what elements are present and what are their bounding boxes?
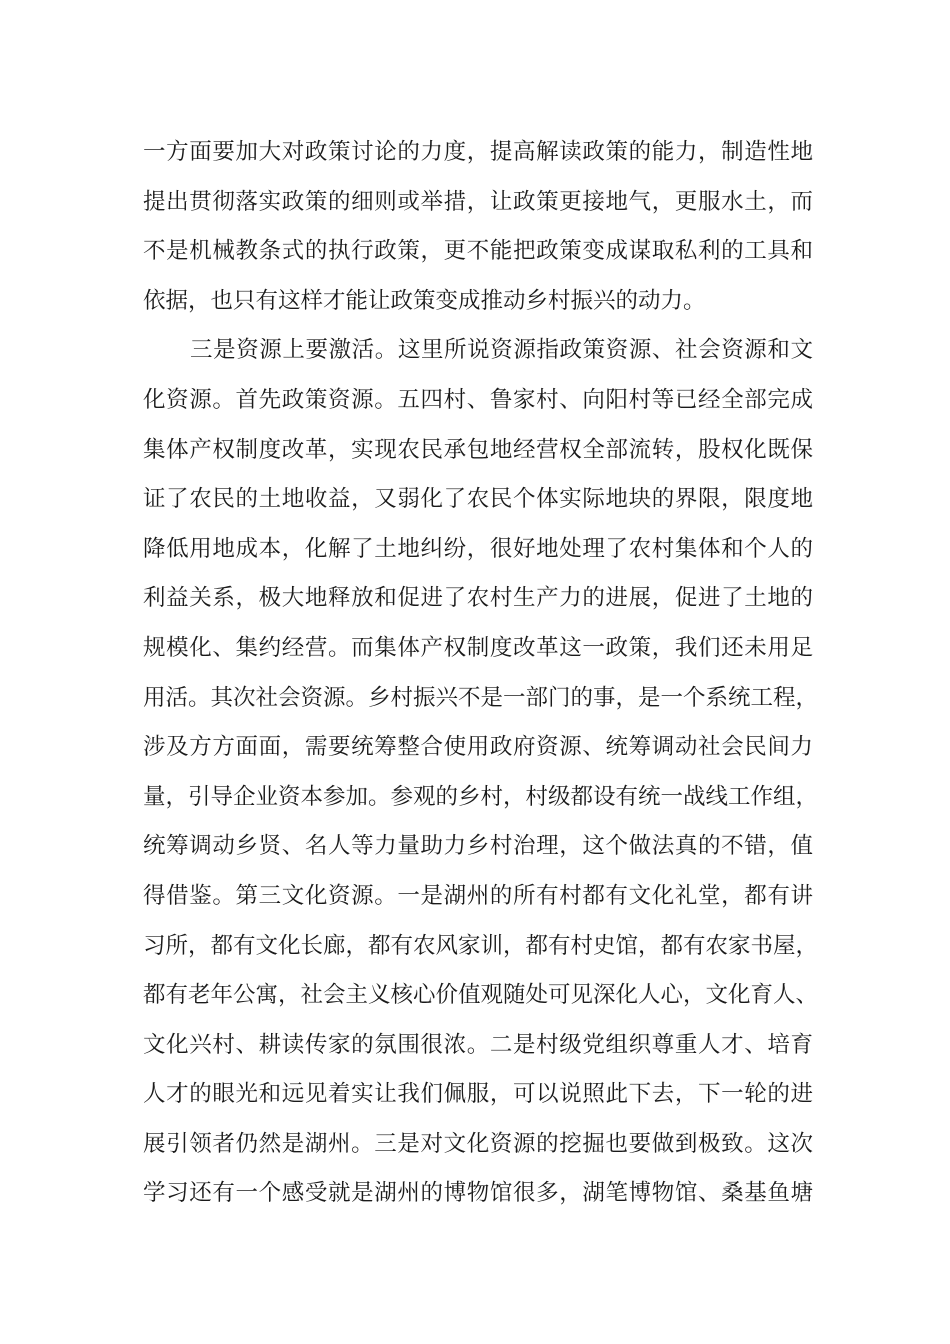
text-line: 人才的眼光和远见着实让我们佩服，可以说照此下去，下一轮的进 [143, 1081, 813, 1108]
text-line: 文化兴村、耕读传家的氛围很浓。二是村级党组织尊重人才、培育 [143, 1031, 813, 1058]
text-line: 得借鉴。第三文化资源。一是湖州的所有村都有文化礼堂，都有讲 [143, 882, 813, 909]
text-line: 习所，都有文化长廊，都有农风家训，都有村史馆，都有农家书屋， [143, 932, 819, 959]
body-text [143, 128, 819, 1219]
text-line: 证了农民的土地收益，又弱化了农民个体实际地块的界限，限度地 [143, 486, 813, 513]
text-line: 规模化、集约经营。而集体产权制度改革这一政策，我们还未用足 [143, 634, 813, 661]
paragraph-first-line: 三是资源上要激活。这里所说资源指政策资源、社会资源和文 [190, 337, 813, 364]
text-line: 涉及方方面面，需要统筹整合使用政府资源、统筹调动社会民间力 [143, 734, 813, 761]
text-line: 一方面要加大对政策讨论的力度，提高解读政策的能力，制造性地 [143, 139, 813, 165]
text-line: 不是机械教条式的执行政策，更不能把政策变成谋取私利的工具和 [143, 238, 813, 265]
text-line: 学习还有一个感受就是湖州的博物馆很多，湖笔博物馆、桑基鱼塘 [143, 1180, 813, 1207]
text-line: 降低用地成本，化解了土地纠纷，很好地处理了农村集体和个人的 [143, 535, 813, 562]
text-line: 化资源。首先政策资源。五四村、鲁家村、向阳村等已经全部完成 [143, 386, 813, 413]
text-line: 展引领者仍然是湖州。三是对文化资源的挖掘也要做到极致。这次 [143, 1130, 813, 1157]
text-line: 依据，也只有这样才能让政策变成推动乡村振兴的动力。 [143, 287, 706, 314]
text-line: 集体产权制度改革，实现农民承包地经营权全部流转，股权化既保 [143, 436, 813, 463]
text-line: 利益关系，极大地释放和促进了农村生产力的进展，促进了土地的 [143, 585, 813, 612]
text-line: 统筹调动乡贤、名人等力量助力乡村治理，这个做法真的不错，值 [143, 833, 813, 860]
text-line: 都有老年公寓，社会主义核心价值观随处可见深化人心，文化育人、 [143, 982, 819, 1009]
text-line: 用活。其次社会资源。乡村振兴不是一部门的事，是一个系统工程， [143, 684, 819, 711]
text-line: 提出贯彻落实政策的细则或举措，让政策更接地气，更服水土，而 [143, 188, 813, 215]
text-line: 量，引导企业资本参加。参观的乡村，村级都设有统一战线工作组， [143, 783, 819, 810]
